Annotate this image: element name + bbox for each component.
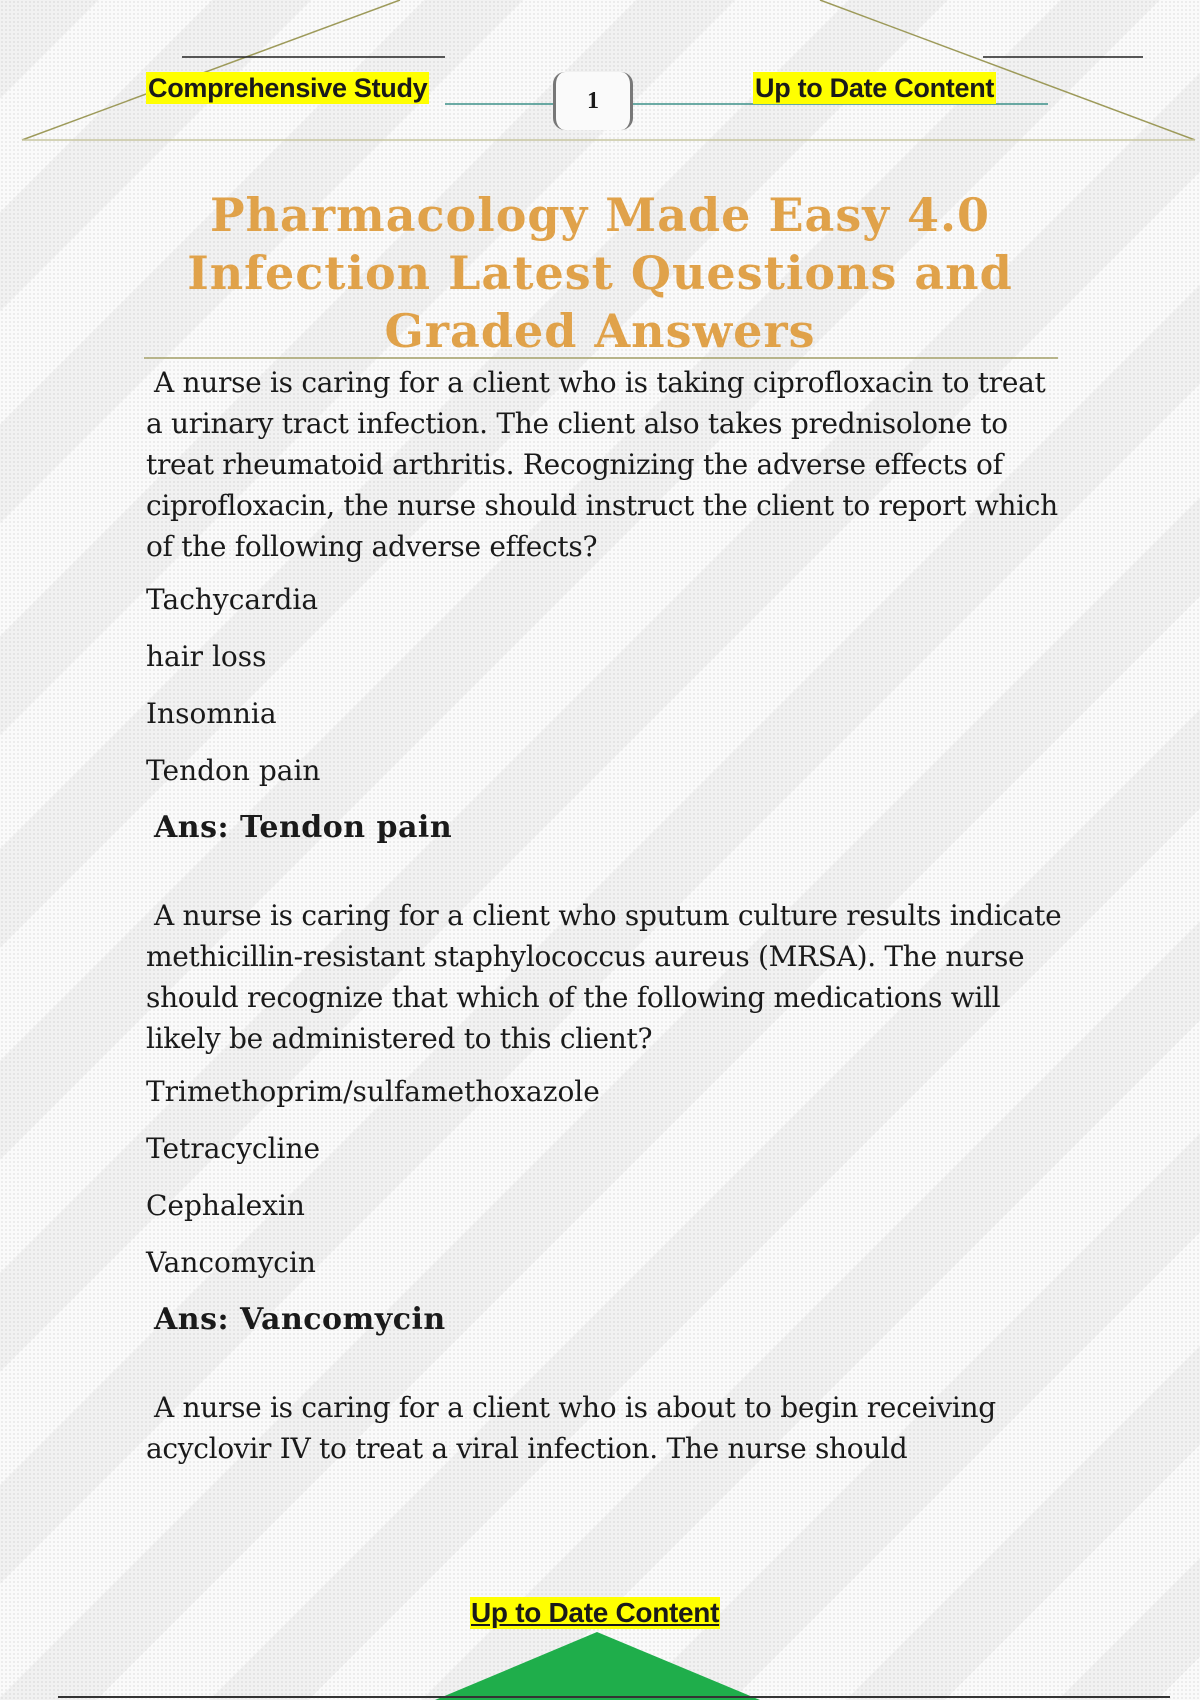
footer-label: Up to Date Content [471,1597,720,1628]
answer-option: Trimethoprim/sulfamethoxazole [146,1075,600,1108]
question-stem: A nurse is caring for a client who sputum culture results indicate methicillin-resistant staphylococcus aureus (MRSA). The nurse should recognize that which of the following medications will likely be administered to this client? [146,899,1062,1055]
question-stem: A nurse is caring for a client who is taking ciprofloxacin to treat a urinary tract infection. The client also takes prednisolone to treat rheumatoid arthritis. Recognizing the adverse effects of ciprofloxacin, the nurse should instruct the client to report which of the following adverse effects? [146,366,1058,563]
title-line-2: Infection Latest Questions and [187,246,1013,300]
answer-option: Insomnia [146,697,277,730]
question-block [146,1387,1066,1469]
answer-option: Vancomycin [146,1246,316,1279]
question-block [146,895,1066,1343]
question-list [146,362,1066,1479]
answer-option: Cephalexin [146,1189,305,1222]
answer-option: Tetracycline [146,1132,321,1165]
title-divider [144,357,1058,359]
title-line-3: Graded Answers [384,304,816,358]
footer-divider [58,1696,1170,1698]
question-stem: A nurse is caring for a client who is about to begin receiving acyclovir IV to treat a viral infection. The nurse should [146,1391,996,1465]
header-left-label: Comprehensive Study [148,73,428,103]
page-title [160,186,1040,360]
correct-answer: Ans: Vancomycin [154,1302,446,1337]
header-right-label: Up to Date Content [755,73,995,103]
answer-option: Tendon pain [146,754,321,787]
answer-option: Tachycardia [146,583,319,616]
answer-option: hair loss [146,640,267,673]
page-number: 1 [553,72,633,130]
correct-answer: Ans: Tendon pain [154,810,453,845]
question-block [146,362,1066,851]
title-line-1: Pharmacology Made Easy 4.0 [209,188,990,242]
